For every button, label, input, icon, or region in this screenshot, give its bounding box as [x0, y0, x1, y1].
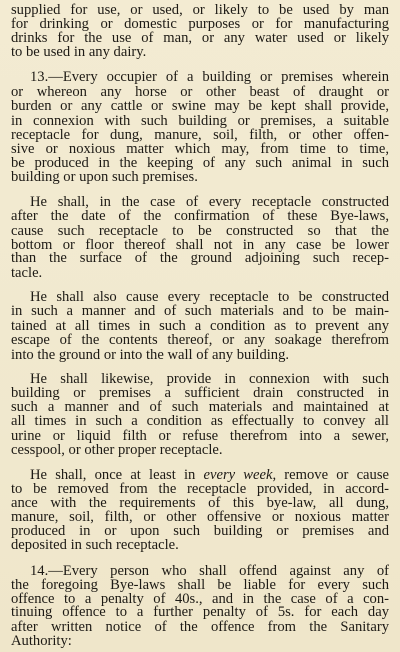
text-line: manure, soil, filth, or other offensive or noxious matter: [11, 509, 389, 526]
text-line: into the ground or into the wall of any building.: [11, 346, 290, 363]
text-line: cause such receptacle to be constructed so that the: [11, 222, 389, 239]
text-line: receptacle for dung, manure, soil, filth, or other offen-: [11, 126, 389, 143]
text-line: burden or any cattle or swine may be kept shall provide,: [11, 98, 389, 114]
text-line: after the date of the confirmation of these Bye-laws,: [11, 207, 389, 224]
section-13-heading-line: 13.—Every occupier of a building or premises wherein: [30, 69, 389, 86]
text-line: than the surface of the ground adjoining such recep-: [11, 250, 389, 267]
text-line: tinuing offence to a further penalty of 5s. for each day: [11, 604, 389, 621]
text-line: He shall also cause every receptacle to be constructed: [30, 289, 389, 306]
text-line: in such a manner and of such materials and to be main-: [11, 303, 389, 320]
text-line: such a manner and of such materials and maintained at: [11, 399, 389, 416]
text-line: urine or liquid filth or refuse therefrom into a sewer,: [11, 427, 389, 444]
text-line: sive or noxious matter which may, from time to time,: [11, 141, 389, 158]
text-line: after written notice of the offence from the Sanitary: [11, 619, 389, 636]
text-line: He shall likewise, provide in connexion with such: [30, 370, 389, 387]
text-segment: He shall, once at least in: [30, 466, 204, 483]
text-line: offence to a penalty of 40s., and in the case of a con-: [11, 590, 389, 607]
text-line: supplied for use, or used, or likely to be used by man: [11, 1, 389, 18]
section-14-heading-line: 14.—Every person who shall offend against any of: [30, 562, 389, 579]
text-line: produced in or upon such building or premises and: [11, 523, 389, 539]
text-line: He shall, in the case of every receptacle constructed: [30, 194, 389, 211]
text-line: to be removed from the receptacle provided, in accord-: [11, 480, 389, 497]
text-line: tained at all times in such a condition as to prevent any: [11, 317, 389, 334]
text-line: drinks for the use of man, or any water used or likely: [11, 29, 389, 46]
text-line: tacle.: [11, 265, 43, 282]
text-line: ance with the requirements of this bye-law, all dung,: [11, 495, 389, 512]
text-line: the foregoing Bye-laws shall be liable for every such: [11, 576, 389, 593]
text-line: bottom or floor thereof shall not in any case be lower: [11, 236, 389, 253]
text-line: to be used in any dairy.: [11, 44, 147, 61]
text-line: building or premises a sufficient drain constructed in: [11, 385, 389, 402]
text-line: or whereon any horse or other beast of draught or: [11, 84, 389, 101]
text-line: all times in such a condition as effectually to convey all: [11, 413, 389, 430]
text-line: escape of the contents thereof, or any soakage therefrom: [11, 331, 389, 348]
text-segment: remove or cause: [276, 466, 389, 483]
italic-emphasis: every week,: [203, 466, 277, 483]
text-line: for drinking or domestic purposes or for manufacturing: [11, 15, 389, 32]
text-line: building or upon such premises.: [11, 169, 198, 186]
text-line: cesspool, or other proper receptacle.: [11, 441, 223, 458]
text-line: Authority:: [11, 633, 72, 649]
text-line: in connexion with such building or premises, a suitable: [11, 112, 389, 129]
text-line: deposited in such receptacle.: [11, 536, 179, 553]
text-line: be produced in the keeping of any such animal in such: [11, 155, 389, 172]
